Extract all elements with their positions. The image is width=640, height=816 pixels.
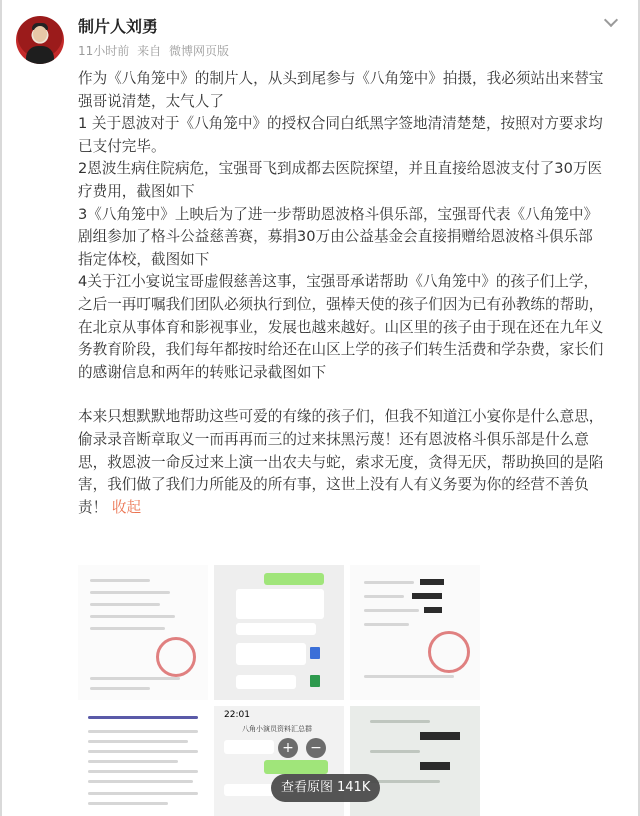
content-line: 2恩波生病住院病危，宝强哥飞到成都去医院探望，并且直接给恩波支付了30万医 [78,160,603,178]
content-line: 偷录录音断章取义一而再再而三的过来抹黑污蔑！还有恩波格斗俱乐部是什么意 [78,430,589,448]
image-thumb-document[interactable] [350,565,480,700]
doc-line [90,603,160,606]
avatar[interactable] [16,16,64,64]
chat-bubble [236,589,324,619]
post-time[interactable]: 11小时前 [78,44,130,58]
chat-bubble [264,760,328,774]
zoom-in-icon[interactable]: + [278,738,298,758]
content-line: 务教育阶段，我们每年都按时给还在山区上学的孩子们转生活费和学杂费，家长们 [78,341,604,359]
content-line: 已支付完毕。 [78,137,166,155]
doc-line [88,780,193,783]
image-thumb-chat[interactable] [214,565,344,700]
doc-line [90,627,165,630]
chat-bubble [236,623,316,635]
doc-line [88,792,198,795]
view-count: 141K [337,780,371,795]
doc-line [370,780,440,783]
content-line: 1 关于恩波对于《八角笼中》的授权合同白纸黑字签地清清楚楚，按照对方要求均 [78,115,603,133]
doc-line [364,623,409,626]
image-thumb-bank-receipt[interactable] [78,706,208,816]
post-via: 来自 [137,44,162,58]
seal-stamp [428,631,470,673]
content-line [78,497,630,520]
username[interactable]: 制片人刘勇 [78,17,159,36]
doc-line [88,730,198,733]
post-source: 微博网页版 [168,44,229,58]
doc-line [90,615,175,618]
doc-line [364,675,454,678]
excel-file-icon [310,675,320,687]
collapse-link[interactable]: 收起 [111,498,142,516]
content-line: 在北京从事体育和影视事业，发展也越来越好。山区里的孩子由于现在还在九年义 [78,318,604,336]
last-line: 责！ [78,498,108,516]
doc-title-line [88,716,198,719]
doc-line [88,770,198,773]
content-line: 3《八角笼中》上映后为了进一步帮助恩波格斗俱乐部，宝强哥代表《八角笼中》 [78,205,599,223]
chat-bubble [224,740,274,754]
word-file-icon [310,647,320,659]
content-line: 剧组参加了格斗公益慈善赛，募捐30万由公益基金会直接捐赠给恩波格斗俱乐部 [78,228,593,246]
doc-line [90,591,170,594]
phone-time: 22:01 [224,710,250,720]
view-original-label: 查看原图 [281,780,334,795]
doc-line [88,760,178,763]
zoom-out-icon[interactable]: − [306,738,326,758]
content-line: 害，我们做了我们力所能及的所有事，这世上没有人有义务要为你的经营不善负 [78,476,589,494]
chat-bubble [236,643,306,665]
doc-line [90,687,150,690]
post-content [78,68,630,519]
doc-line [364,609,419,612]
redaction-block [424,607,442,613]
content-line: 疗费用，截图如下 [78,182,195,200]
redaction-block [420,762,450,770]
content-line: 强哥说清楚，太气人了 [78,92,224,110]
content-line: 作为《八角笼中》的制片人，从头到尾参与《八角笼中》拍摄，我必须站出来替宝 [78,70,604,87]
content-line: 4关于江小宴说宝哥虚假慈善这事，宝强哥承诺帮助《八角笼中》的孩子们上学， [78,273,599,291]
content-line: 指定体校，截图如下 [78,250,210,268]
doc-line [88,802,168,805]
redaction-block [420,579,444,585]
doc-line [370,720,430,723]
seal-stamp [156,637,196,677]
chat-bubble [264,573,324,585]
chat-title: 八角小演员资料汇总群 [242,725,312,733]
doc-line [370,750,420,753]
post-meta [78,42,233,59]
doc-line [90,677,180,680]
chat-bubble [236,675,296,689]
paragraph-gap [78,384,630,406]
image-thumb-contract[interactable] [78,565,208,700]
content-line: 思，救恩波一命反过来上演一出农夫与蛇，索求无度，贪得无厌，帮助换回的是陷 [78,453,604,471]
view-original-button[interactable] [271,774,380,802]
doc-line [364,595,404,598]
doc-line [90,579,150,582]
content-line: 本来只想默默地帮助这些可爱的有缘的孩子们，但我不知道江小宴你是什么意思， [78,408,604,426]
redaction-block [412,593,442,599]
avatar-face [33,26,47,42]
redaction-block [420,732,460,740]
content-line: 的感谢信息和两年的转账记录截图如下 [78,363,327,381]
avatar-shirt [26,46,54,64]
doc-line [364,581,414,584]
doc-line [88,750,198,753]
chevron-down-icon[interactable] [598,12,624,32]
content-line: 之后一再叮嘱我们团队必须执行到位，强棒天使的孩子们因为已有孙教练的帮助， [78,295,604,313]
doc-line [88,740,188,743]
